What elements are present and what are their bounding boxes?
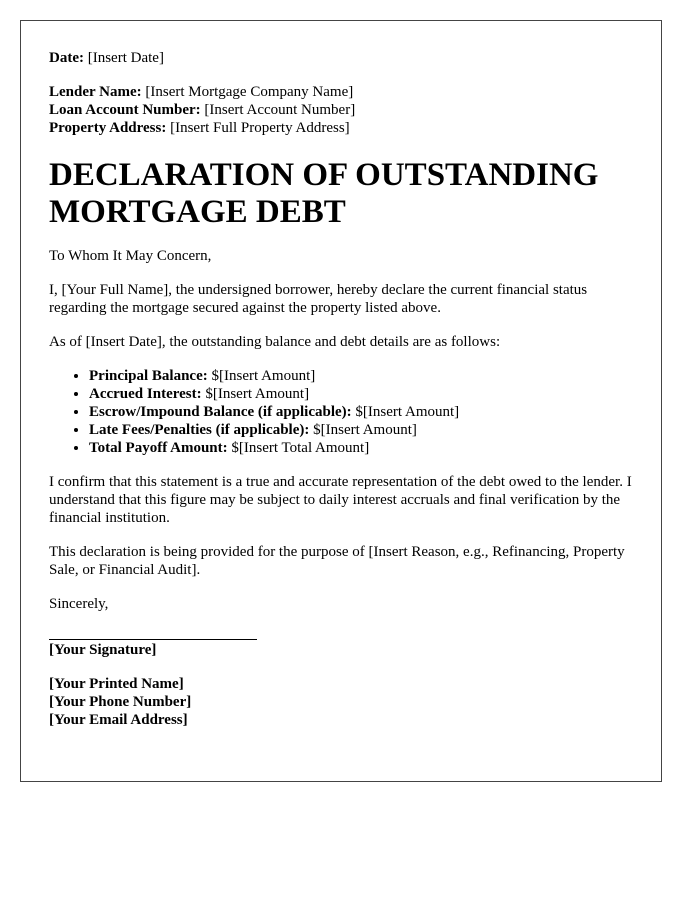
phone-number: [Your Phone Number] [49, 694, 192, 710]
debt-details-list [49, 367, 633, 457]
list-item-label: Total Payoff Amount: [89, 440, 228, 456]
list-item-label: Accrued Interest: [89, 386, 202, 402]
account-value: [Insert Account Number] [204, 102, 356, 118]
list-item-escrow [89, 403, 633, 421]
list-item-value: $[Insert Amount] [313, 422, 417, 438]
list-item-label: Late Fees/Penalties (if applicable): [89, 422, 310, 438]
paragraph-purpose: This declaration is being provided for the purpose of [Insert Reason, e.g., Refinancing, Property Sale, or Financial Audit]. [49, 544, 625, 578]
letter-document [20, 20, 662, 782]
paragraph-intro-list: As of [Insert Date], the outstanding balance and debt details are as follows: [49, 334, 501, 350]
account-line [49, 101, 633, 119]
list-item-value: $[Insert Amount] [205, 386, 310, 402]
date-value: [Insert Date] [87, 50, 164, 66]
list-item-total-payoff [89, 439, 633, 457]
lender-value: [Insert Mortgage Company Name] [145, 84, 354, 100]
account-label: Loan Account Number: [49, 102, 201, 118]
printed-name: [Your Printed Name] [49, 676, 184, 692]
date-line [49, 49, 633, 67]
lender-label: Lender Name: [49, 84, 142, 100]
document-title: DECLARATION OF OUTSTANDING MORTGAGE DEBT [49, 157, 599, 230]
date-label: Date: [49, 50, 84, 66]
list-item-interest [89, 385, 633, 403]
list-item-value: $[Insert Amount] [355, 404, 460, 420]
paragraph-confirmation: I confirm that this statement is a true and accurate representation of the debt owed to the lender. I understand that this figure may be subject to daily interest accruals and final verification by the financial institution. [49, 474, 632, 526]
signature-label: [Your Signature] [49, 642, 157, 658]
lender-line [49, 83, 633, 101]
list-item-late-fees [89, 421, 633, 439]
list-item-label: Principal Balance: [89, 368, 208, 384]
property-line [49, 119, 633, 137]
list-item-value: $[Insert Total Amount] [231, 440, 370, 456]
signature-line [49, 613, 257, 640]
property-value: [Insert Full Property Address] [170, 120, 350, 136]
list-item-value: $[Insert Amount] [211, 368, 316, 384]
paragraph-declaration: I, [Your Full Name], the undersigned borrower, hereby declare the current financial status regarding the mortgage secured against the property listed above. [49, 282, 588, 316]
list-item-label: Escrow/Impound Balance (if applicable): [89, 404, 352, 420]
email-address: [Your Email Address] [49, 712, 188, 728]
salutation: To Whom It May Concern, [49, 248, 212, 264]
closing: Sincerely, [49, 596, 109, 612]
list-item-principal [89, 367, 633, 385]
property-label: Property Address: [49, 120, 167, 136]
